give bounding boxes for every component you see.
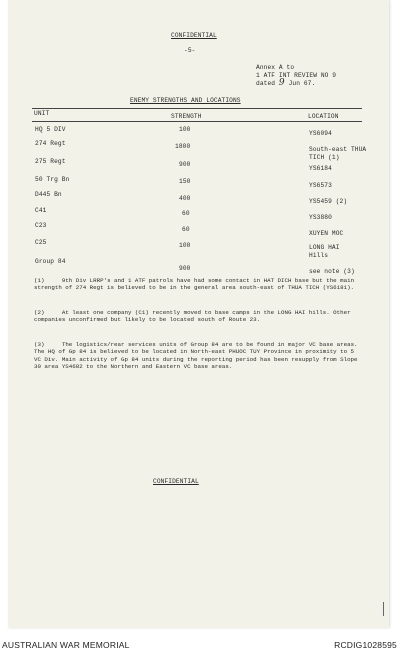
table-row-unit: C25: [35, 239, 47, 246]
classification-top: CONFIDENTIAL: [171, 32, 217, 39]
table-row-unit: C41: [35, 207, 47, 214]
table-row-location: South-east THUA TICH (1): [309, 146, 367, 161]
table-row-strength: 60: [182, 210, 190, 217]
table-rule-bottom: [32, 121, 362, 122]
note-3: [34, 341, 364, 371]
handwritten-date: 9: [278, 78, 285, 88]
table-rule-top: [32, 108, 362, 109]
table-row-location: YS3880: [309, 214, 332, 221]
annex-date-rest: Jun 67.: [288, 80, 316, 87]
document-page: [8, 0, 389, 628]
table-row-location: YS5459 (2): [309, 198, 348, 205]
note-2: [34, 309, 364, 324]
note-number: (1): [34, 277, 45, 284]
edge-mark: [383, 602, 384, 616]
table-row-strength: 100: [179, 126, 191, 133]
note-number: (2): [34, 309, 45, 316]
column-header-location: LOCATION: [308, 113, 339, 120]
table-row-unit: HQ 5 DIV: [35, 126, 66, 133]
annex-line-1: Annex A to: [256, 64, 295, 71]
column-header-strength: STRENGTH: [171, 113, 202, 120]
table-row-unit: D445 Bn: [35, 191, 62, 198]
table-row-strength: 400: [179, 195, 191, 202]
column-header-unit: UNIT: [34, 110, 50, 117]
note-text: The logistics/rear services units of Group 84 are to be found in major VC base areas. The HQ of Gp 84 is believed to be located in North-east PHUOC TUY Province in proximity to 5 VC Div. Main activity of Gp 84 units during the reporting period has been resupply from Slope 30 area YS4682 to the Northern and Eastern VC base areas.: [34, 341, 358, 371]
table-row-location: LONG HAI Hills: [309, 244, 340, 259]
table-row-strength: 100: [179, 242, 191, 249]
table-row-unit: C23: [35, 222, 47, 229]
table-row-location: see note (3): [309, 268, 355, 275]
footer-record-id: RCDIG1028595: [334, 640, 397, 650]
table-row-strength: 60: [182, 226, 190, 233]
annex-line-2: 1 ATF INT REVIEW NO 9: [256, 72, 337, 79]
table-row-unit: 274 Regt: [35, 140, 66, 147]
note-text: 9th Div LRRP's and 1 ATF patrols have had some contact in HAT DICH base but the main strength of 274 Regt is believed to be in the general area south-east of THUA TICH (YS6181).: [34, 277, 355, 292]
table-row-location: XUYEN MOC: [309, 230, 344, 237]
table-row-unit: 275 Regt: [35, 158, 66, 165]
note-text: At least one company (C1) recently moved to base camps in the LONG HAI hills. Other companies unconfirmed but likely to be located south of Route 23.: [34, 309, 351, 324]
table-row-strength: 900: [179, 161, 191, 168]
table-row-location: YS6573: [309, 182, 332, 189]
annex-line-3: [256, 80, 315, 88]
note-1: [34, 277, 364, 292]
document-title: ENEMY STRENGTHS AND LOCATIONS: [130, 97, 241, 104]
table-row-unit: 50 Trg Bn: [35, 176, 70, 183]
annex-dated-label: dated: [256, 80, 276, 87]
table-row-strength: 1800: [175, 143, 191, 150]
table-row-location: YS6184: [309, 165, 332, 172]
table-row-strength: 900: [179, 265, 191, 272]
classification-bottom: CONFIDENTIAL: [153, 478, 199, 485]
table-row-strength: 150: [179, 178, 191, 185]
table-row-unit: Group 84: [35, 258, 66, 265]
table-row-location: YS6094: [309, 130, 332, 137]
page-number: -5-: [184, 47, 196, 54]
footer-archive-name: AUSTRALIAN WAR MEMORIAL: [2, 640, 130, 650]
note-number: (3): [34, 341, 45, 348]
